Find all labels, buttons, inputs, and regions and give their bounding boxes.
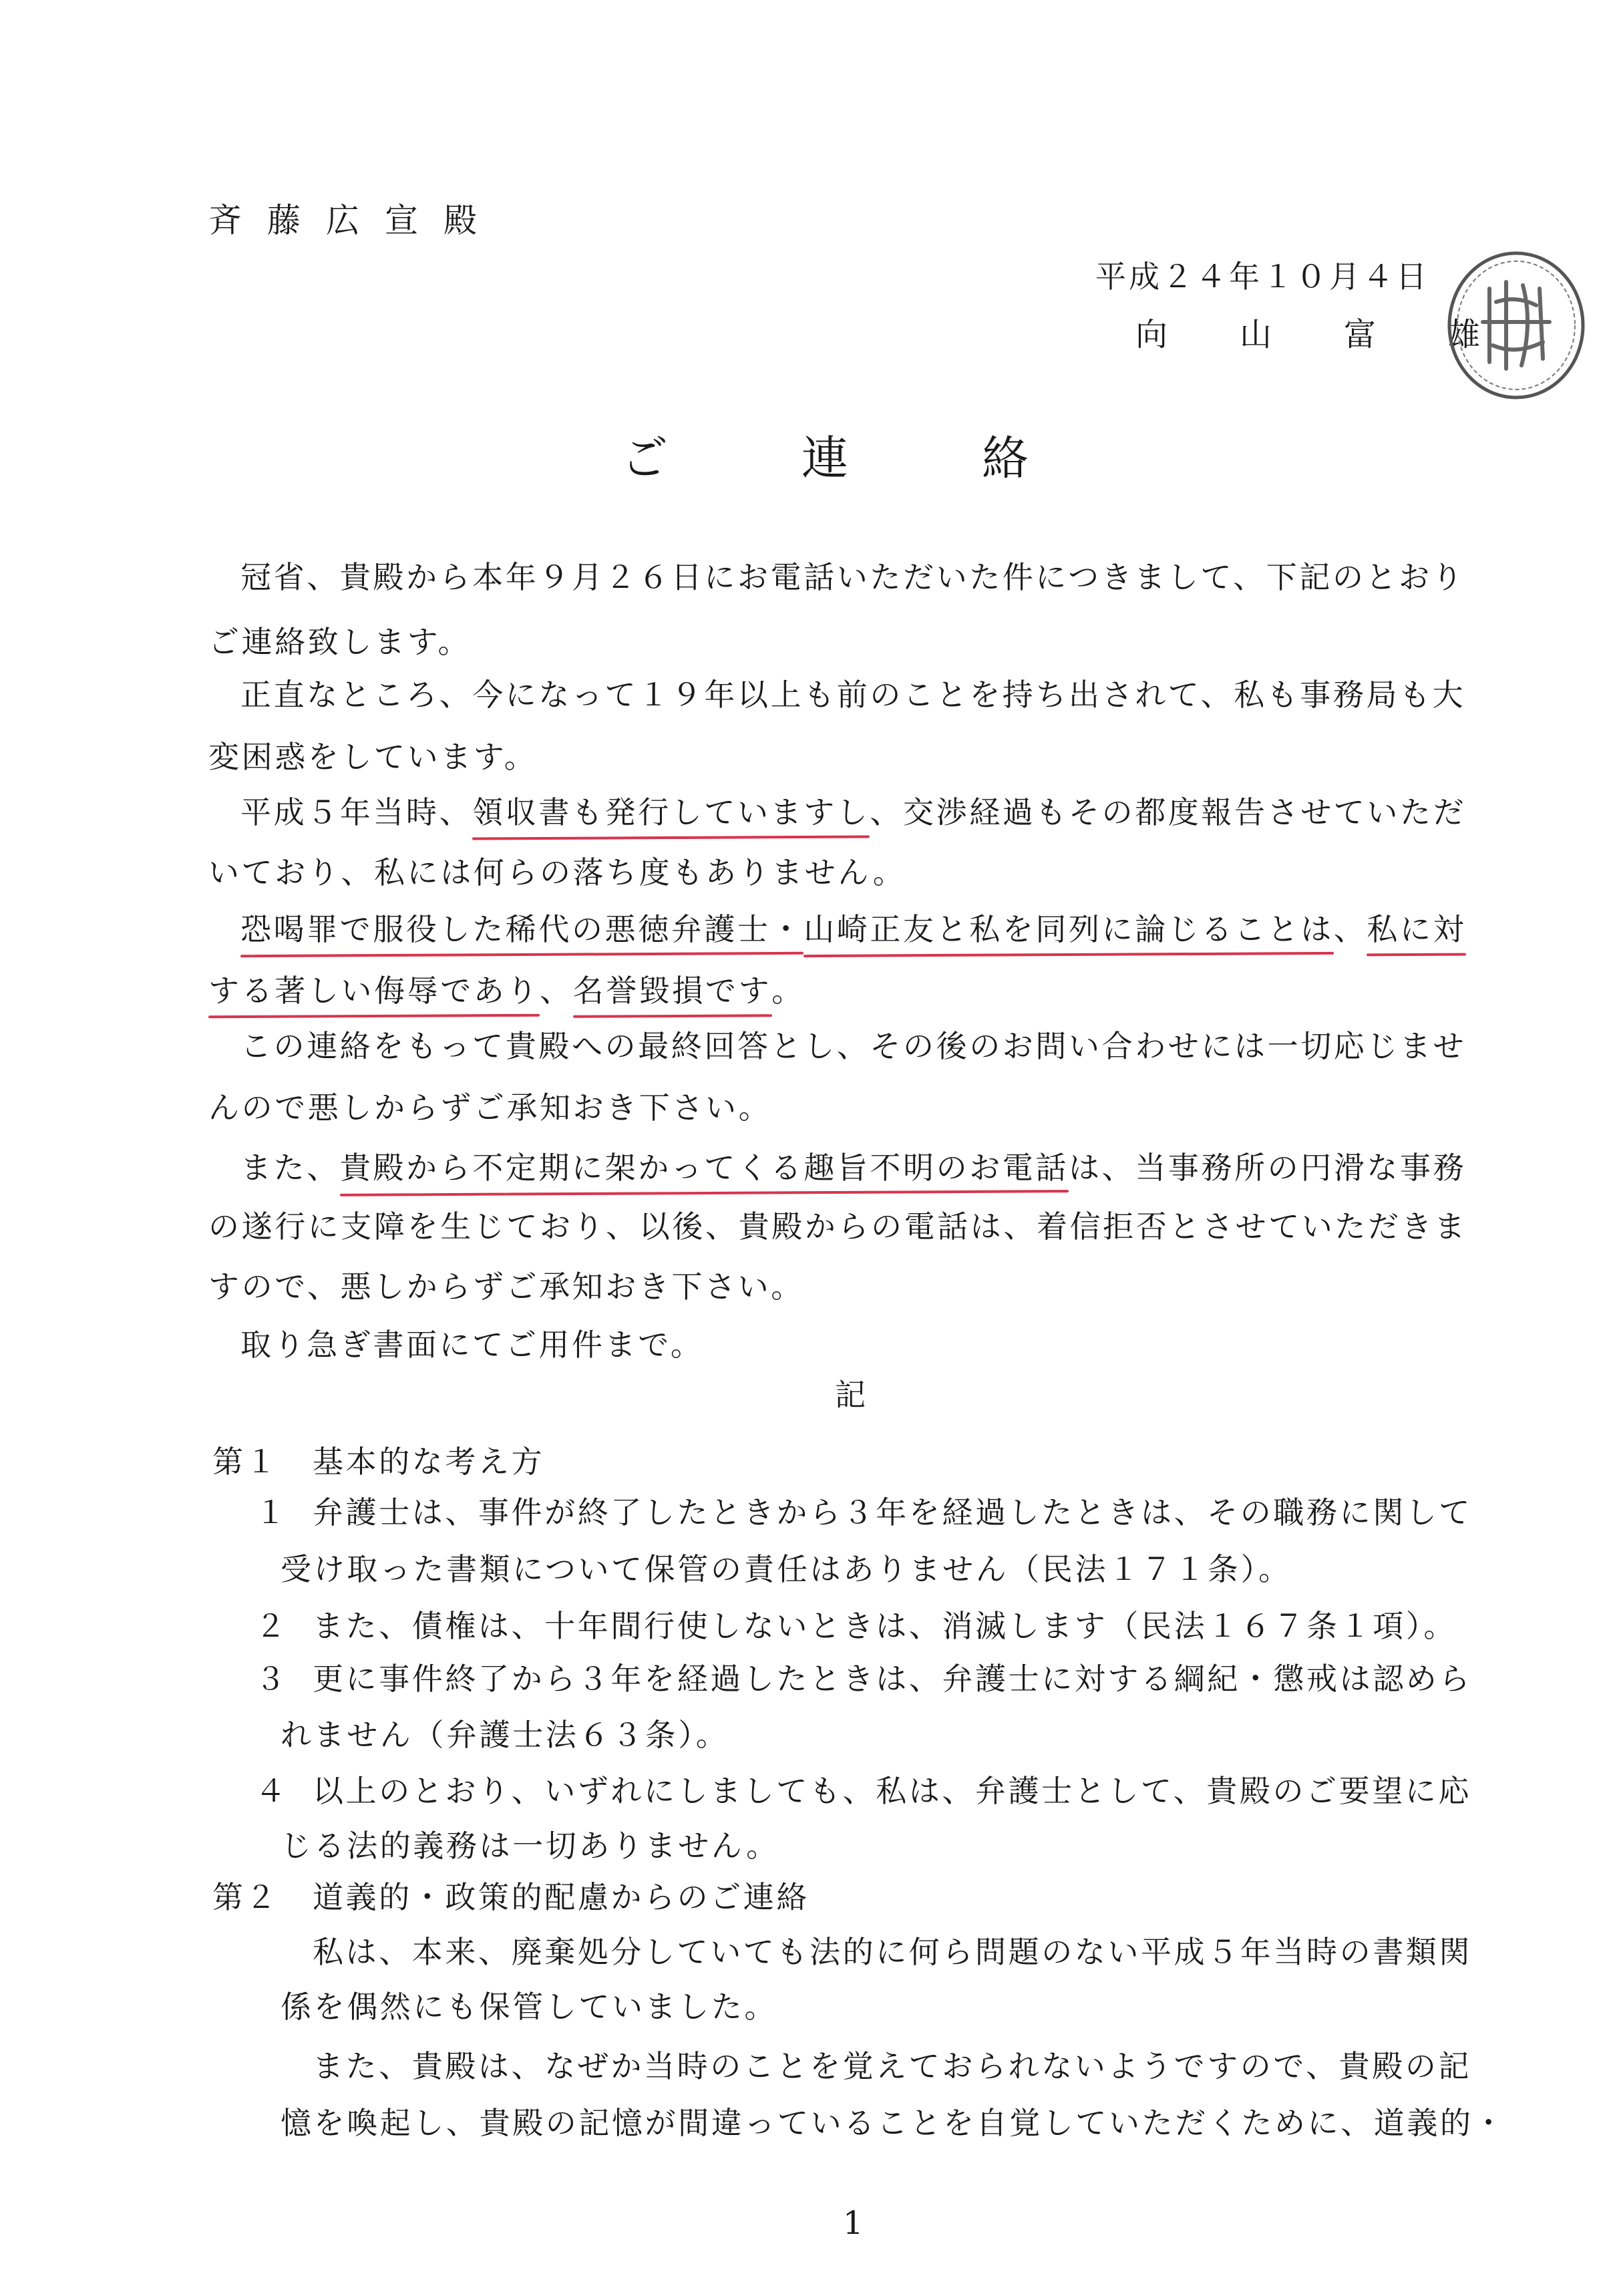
section1-item3-line2: れません（弁護士法６３条）。 — [281, 1717, 729, 1753]
section1-item1-line1: 弁護士は、事件が終了したときから３年を経過したときは、その職務に関して — [313, 1494, 1472, 1530]
section1-item1-number: １ — [255, 1494, 289, 1530]
section2-p2-line1: また、貴殿は、なぜか当時のことを覚えておられないようですので、貴殿の記 — [313, 2048, 1472, 2084]
underlined-phrase: 名誉毀損です — [573, 967, 772, 1011]
section2-p2-line2: 憶を喚起し、貴殿の記憶が間違っていることを自覚していただくために、道義的・ — [281, 2105, 1507, 2141]
personal-seal-stamp — [1443, 249, 1590, 402]
section2-heading: 道義的・政策的配慮からのご連絡 — [313, 1879, 810, 1915]
underlined-phrase: 領収書も発行していますし — [472, 788, 870, 832]
body-p5-line1: この連絡をもって貴殿への最終回答とし、その後のお問い合わせには一切応じませ — [240, 1028, 1467, 1064]
underlined-phrase: 私に対 — [1367, 905, 1466, 949]
text-segment: は、当事務所の円滑な事務 — [1069, 1150, 1467, 1186]
ki-heading: 記 — [835, 1377, 868, 1413]
underlined-phrase: 貴殿から不定期に架かってくる趣旨不明のお電話 — [340, 1144, 1069, 1188]
body-p7-line1: 取り急ぎ書面にてご用件まで。 — [240, 1327, 704, 1363]
section1-number: 第１ — [212, 1444, 279, 1480]
page-number: 1 — [843, 2204, 864, 2242]
body-p3-line2: いており、私には何らの落ち度もありません。 — [208, 854, 906, 890]
body-p3-line1 — [240, 788, 1466, 832]
text-segment: 、 — [540, 973, 573, 1009]
body-p2-line1: 正直なところ、今になって１９年以上も前のことを持ち出されて、私も事務局も大 — [240, 677, 1466, 713]
body-p1-line1: 冠省、貴殿から本年９月２６日にお電話いただいた件につきまして、下記のとおり — [240, 559, 1465, 595]
section2-number: 第２ — [212, 1879, 279, 1915]
section1-item2-number: ２ — [255, 1608, 289, 1644]
section1-item2-line1: また、債権は、十年間行使しないときは、消滅します（民法１６７条１項）。 — [313, 1608, 1457, 1644]
body-p6-line3: すので、悪しからずご承知おき下さい。 — [208, 1269, 804, 1305]
section2-p1-line1: 私は、本来、廃棄処分していても法的に何ら問題のない平成５年当時の書類関 — [313, 1934, 1472, 1970]
body-p6-line1 — [240, 1144, 1466, 1188]
section1-item4-line1: 以上のとおり、いずれにしましても、私は、弁護士として、貴殿のご要望に応 — [313, 1773, 1472, 1809]
underlined-phrase: 山崎正友と私を同列に論じることは — [803, 905, 1334, 949]
text-segment: 、交渉経過もその都度報告させていただ — [870, 794, 1467, 830]
section1-item4-number: ４ — [255, 1773, 289, 1809]
text-segment: 。 — [771, 973, 805, 1009]
body-p1-line2: ご連絡致します。 — [208, 624, 472, 660]
text-segment: また、 — [240, 1150, 340, 1186]
section1-heading: 基本的な考え方 — [313, 1444, 545, 1480]
addressee: 斉藤広宣殿 — [208, 201, 502, 240]
section1-item3-line1: 更に事件終了から３年を経過したときは、弁護士に対する綱紀・懲戒は認めら — [313, 1661, 1472, 1697]
letter-title: ご連絡 — [621, 431, 1162, 486]
section1-item4-line2: じる法的義務は一切ありません。 — [281, 1828, 779, 1864]
underlined-phrase: 恐喝罪で服役した稀代の悪徳弁護士・ — [240, 905, 803, 949]
sender-name: 向山富雄 — [1135, 316, 1553, 353]
section1-item3-number: ３ — [255, 1661, 289, 1697]
section1-item1-line2: 受け取った書類について保管の責任はありません（民法１７１条）。 — [281, 1551, 1292, 1587]
letter-date: 平成２４年１０月４日 — [1095, 259, 1429, 295]
body-p4-line2 — [208, 967, 805, 1011]
section2-p1-line2: 係を偶然にも保管していました。 — [281, 1989, 777, 2025]
text-segment: 平成５年当時、 — [240, 794, 473, 830]
body-p6-line2: の遂行に支障を生じており、以後、貴殿からの電話は、着信拒否とさせていただきま — [208, 1208, 1467, 1245]
body-p2-line2: 変困惑をしています。 — [208, 739, 538, 775]
body-p5-line2: んので悪しからずご承知おき下さい。 — [208, 1090, 772, 1126]
body-p4-line1 — [240, 905, 1466, 949]
text-segment: 、 — [1333, 911, 1367, 947]
underlined-phrase: する著しい侮辱であり — [208, 967, 540, 1011]
